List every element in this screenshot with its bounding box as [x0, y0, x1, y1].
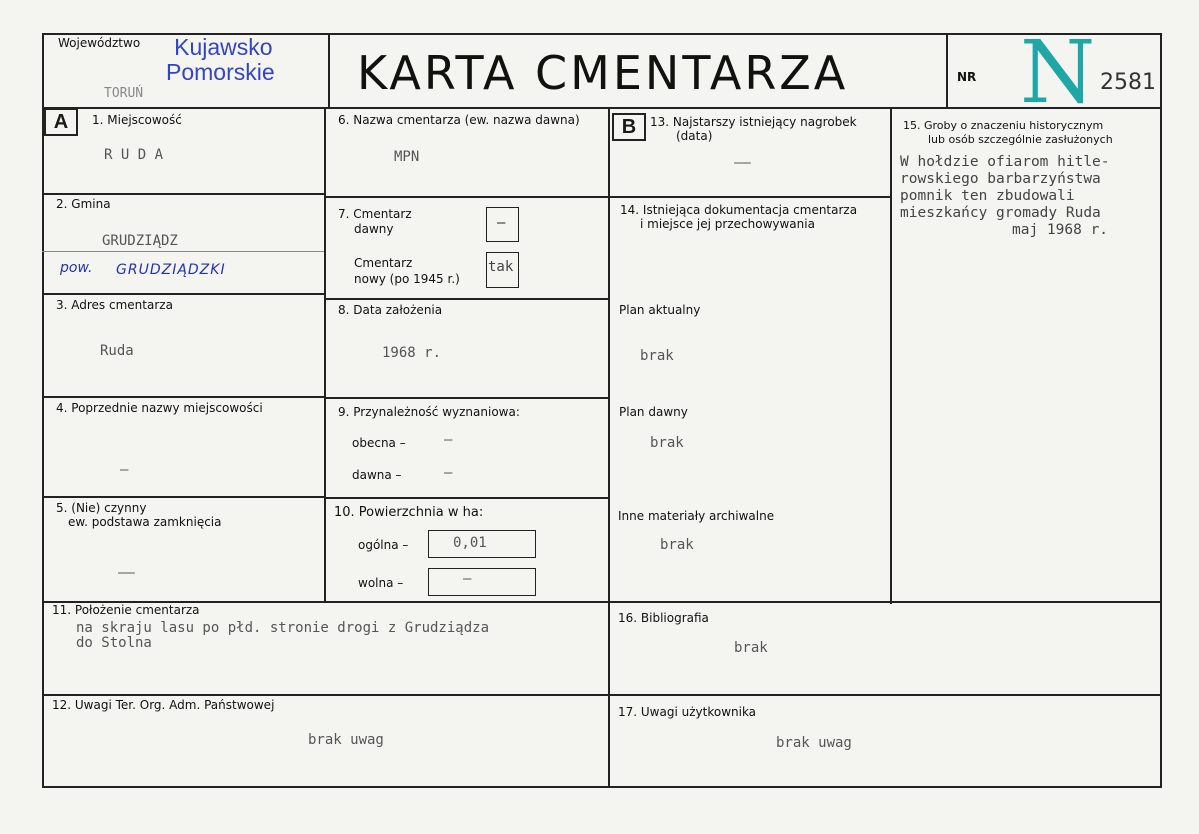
field-13-label-line1: 13. Najstarszy istniejący nagrobek: [650, 115, 857, 129]
field-7-old-label-line2: dawny: [354, 222, 394, 236]
mid-line-3: [324, 397, 610, 399]
field-3-value: Ruda: [100, 343, 134, 359]
wojewodztwo-label: Województwo: [58, 36, 141, 50]
field-2-label: 2. Gmina: [56, 197, 111, 211]
field-10-ogolna-value: 0,01: [453, 535, 487, 551]
frame-bottom: [42, 786, 1162, 788]
col-a-divider: [324, 107, 326, 601]
inne-materialy-label: Inne materiały archiwalne: [618, 509, 775, 523]
field-11-label: 11. Położenie cmentarza: [52, 603, 200, 617]
field-6-label: 6. Nazwa cmentarza (ew. nazwa dawna): [338, 113, 580, 127]
field-5-label-line1: 5. (Nie) czynny: [56, 501, 147, 515]
plan-aktualny-label: Plan aktualny: [619, 303, 701, 317]
field-14-label-line2: i miejsce jej przechowywania: [640, 217, 815, 231]
wojewodztwo-stamp-line1: Kujawsko: [174, 34, 273, 60]
field-7-old-value: –: [497, 215, 506, 231]
nr-letter-handwritten: N: [1020, 23, 1096, 123]
field-9-label: 9. Przynależność wyznaniowa:: [338, 405, 520, 419]
wojewodztwo-old-value: TORUŃ: [104, 86, 144, 101]
field-10-label: 10. Powierzchnia w ha:: [334, 505, 484, 520]
field-15-line-4: mieszkańcy gromady Ruda: [900, 205, 1101, 221]
section-a-marker: A: [44, 108, 78, 136]
field-15-line-2: rowskiego barbarzyństwa: [900, 171, 1101, 187]
field-15-label-line2: lub osób szczególnie zasłużonych: [928, 133, 1113, 146]
field-16-value: brak: [734, 640, 768, 656]
header-col-2: [946, 33, 948, 109]
field-9-dawna-label: dawna –: [352, 468, 402, 482]
gmina-thin-line: [42, 251, 324, 252]
field-1-label: 1. Miejscowość: [92, 113, 182, 127]
field-2-value: GRUDZIĄDZ: [102, 233, 178, 249]
field-2-hand-prefix: pow.: [60, 260, 93, 276]
col-b-divider: [608, 107, 610, 787]
field-10-ogolna-label: ogólna –: [358, 538, 409, 552]
field-1-value: R U D A: [104, 147, 164, 163]
card-title: KARTA CMENTARZA: [357, 46, 849, 100]
field-5-label-line2: ew. podstawa zamknięcia: [68, 515, 222, 529]
field-12-value: brak uwag: [308, 732, 384, 748]
field-15-line-3: pomnik ten zbudowali: [900, 188, 1075, 204]
field-8-label: 8. Data założenia: [338, 303, 443, 317]
field-13-value: ––: [734, 155, 751, 171]
field-15-line-5: maj 1968 r.: [1012, 222, 1109, 238]
field-17-value: brak uwag: [776, 735, 852, 751]
header-divider: [42, 107, 1162, 109]
field-17-label: 17. Uwagi użytkownika: [618, 705, 757, 719]
field-8-value: 1968 r.: [382, 345, 442, 361]
field-16-label: 16. Bibliografia: [618, 611, 709, 625]
nr-value: 2581: [1100, 70, 1156, 95]
field-10-wolna-box: [428, 568, 536, 596]
wojewodztwo-stamp-line2: Pomorskie: [166, 59, 275, 85]
frame-left: [42, 33, 44, 788]
field-4-label: 4. Poprzednie nazwy miejscowości: [56, 401, 263, 415]
field-5-value: ––: [118, 565, 135, 581]
section-b-marker: B: [612, 113, 646, 141]
plan-aktualny-value: brak: [640, 348, 674, 364]
field-7-old-label-line1: 7. Cmentarz: [338, 207, 412, 221]
field-15-line-1: W hołdzie ofiarom hitle-: [900, 154, 1110, 170]
field-7-new-label-line2: nowy (po 1945 r.): [354, 272, 460, 286]
right-line-1: [608, 196, 892, 198]
mid-line-2: [324, 298, 610, 300]
field-9-dawna-value: –: [444, 465, 453, 481]
plan-dawny-label: Plan dawny: [619, 405, 688, 419]
mid-line-1: [324, 196, 610, 198]
field-4-value: –: [120, 462, 129, 478]
field-10-ogolna-box: [428, 530, 536, 558]
row-line-4: [42, 496, 326, 498]
field-9-obecna-label: obecna –: [352, 436, 406, 450]
header-col-1: [328, 33, 330, 109]
wojewodztwo-stamp: [166, 34, 275, 85]
field-11-value-line2: do Stolna: [76, 635, 152, 651]
frame-right: [1160, 33, 1162, 788]
field-15-label-line1: 15. Groby o znaczeniu historycznym: [903, 119, 1104, 132]
inne-materialy-value: brak: [660, 537, 694, 553]
field-10-wolna-value: –: [463, 571, 472, 587]
row-line-11: [42, 601, 1162, 603]
field-7-new-box: [486, 252, 519, 288]
field-14-label-line1: 14. Istniejąca dokumentacja cmentarza: [620, 203, 858, 217]
field-10-wolna-label: wolna –: [358, 576, 404, 590]
field-15-note: [900, 154, 1156, 239]
field-7-new-value: tak: [488, 259, 514, 275]
col-15-divider: [890, 107, 892, 604]
field-13-label-line2: (data): [676, 129, 713, 143]
field-2-hand-value: GRUDZIĄDZKI: [116, 262, 226, 278]
field-7-new-label-line1: Cmentarz: [354, 256, 413, 270]
row-line-1: [42, 193, 326, 195]
field-7-old-box: [486, 207, 519, 242]
row-line-12: [42, 694, 1162, 696]
field-6-value: MPN: [394, 149, 420, 165]
field-11-value-line1: na skraju lasu po płd. stronie drogi z Grudziądza: [76, 620, 490, 636]
mid-line-4: [324, 497, 610, 499]
field-12-label: 12. Uwagi Ter. Org. Adm. Państwowej: [52, 698, 275, 712]
field-3-label: 3. Adres cmentarza: [56, 298, 173, 312]
plan-dawny-value: brak: [650, 435, 684, 451]
row-line-2: [42, 293, 326, 295]
row-line-3: [42, 396, 326, 398]
field-9-obecna-value: –: [444, 432, 453, 448]
nr-label: NR: [957, 70, 977, 84]
